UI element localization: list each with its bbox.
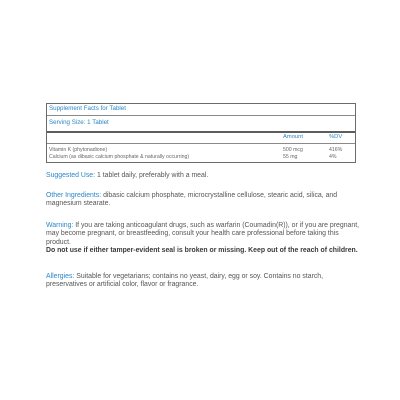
- nutrient-amount: 500 mcg: [283, 147, 303, 153]
- supplement-facts-panel: [46, 103, 356, 163]
- other-ingredients-paragraph: [46, 192, 364, 209]
- nutrient-name: Vitamin K (phytonadione): [49, 147, 108, 153]
- allergies-label: Allergies:: [46, 273, 75, 280]
- dv-column-header: %DV: [329, 134, 343, 140]
- serving-size: Serving Size: 1 Tablet: [49, 119, 109, 126]
- nutrient-name: Calcium (as dibasic calcium phosphate & naturally occurring): [49, 154, 190, 160]
- supplement-facts-title: Supplement Facts for Tablet: [49, 105, 126, 112]
- allergies-text: Suitable for vegetarians; contains no yeast, dairy, egg or soy. Contains no starch, preservatives or artificial color, flavor or fragrance.: [46, 273, 324, 289]
- header-divider: [47, 143, 355, 144]
- nutrient-dv: 416%: [329, 147, 343, 153]
- nutrient-dv: 4%: [329, 154, 337, 160]
- warning-text: If you are taking anticoagulant drugs, such as warfarin (Coumadin(R)), or if you are pregnant, may become pregnant, or breastfeeding, consult your health care professional before taking this product.: [46, 222, 360, 246]
- warning-paragraph: [46, 222, 364, 256]
- nutrient-amount: 55 mg: [283, 154, 298, 160]
- warning-bold-text: Do not use if either tamper-evident seal is broken or missing. Keep out of the reach of children.: [46, 247, 358, 255]
- serving-divider: [47, 131, 355, 133]
- amount-column-header: Amount: [283, 134, 303, 140]
- warning-label: Warning:: [46, 222, 74, 229]
- suggested-use-paragraph: [46, 172, 364, 180]
- other-ingredients-text: dibasic calcium phosphate, microcrystalline cellulose, stearic acid, silica, and magnesium stearate.: [46, 192, 338, 208]
- suggested-use-label: Suggested Use:: [46, 172, 96, 179]
- other-ingredients-label: Other Ingredients:: [46, 192, 102, 199]
- allergies-paragraph: [46, 273, 364, 290]
- title-divider: [47, 115, 355, 116]
- suggested-use-text: 1 tablet daily, preferably with a meal.: [95, 172, 209, 179]
